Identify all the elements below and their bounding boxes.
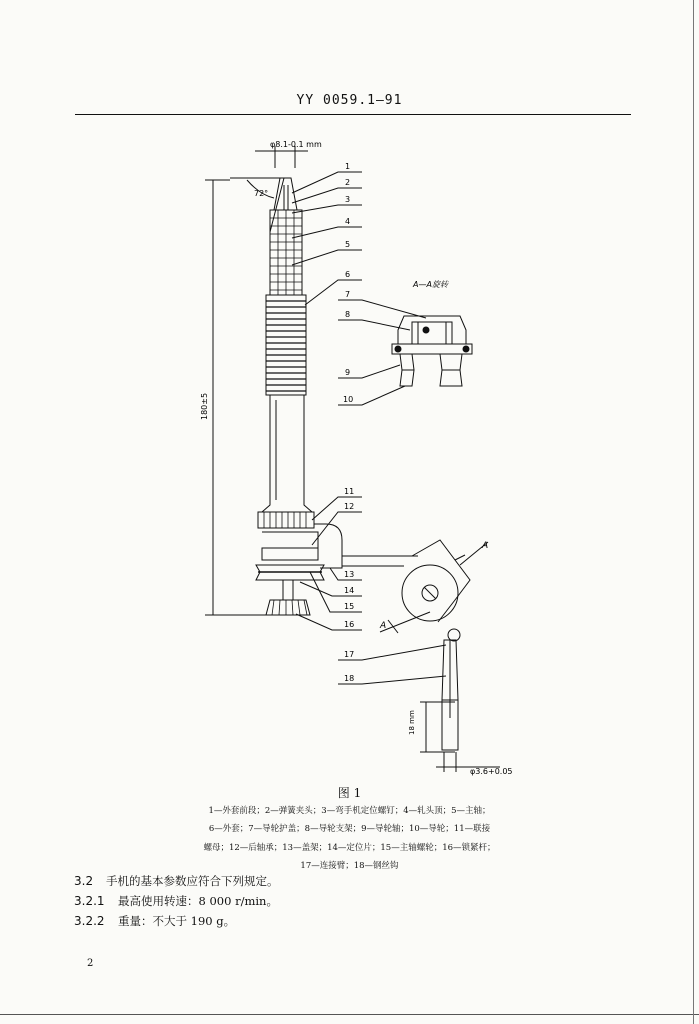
part-number: 10 <box>343 395 354 404</box>
legend-line-3: 螺母；12—后轴承；13—盖架；14—定位片；15—主轴螺轮；16—锁紧杆； <box>203 843 496 853</box>
clause-text: 重量：不大于 190 g。 <box>118 914 236 928</box>
section-mark-left: A <box>380 621 387 631</box>
legend-line-4: 17—连接臂；18—钢丝钩 <box>300 861 399 871</box>
hook-length-label: 18 mm <box>408 710 416 735</box>
top-diameter-label: φ8.1-0.1 mm <box>270 140 322 149</box>
part-number: 16 <box>344 620 355 629</box>
figure-caption: 图 1 <box>337 786 362 800</box>
height-label: 180±5 <box>200 392 209 420</box>
scan-bottom-edge <box>0 1014 699 1015</box>
part-number: 4 <box>345 217 351 226</box>
part-number: 1 <box>345 162 351 171</box>
part-number: 13 <box>344 570 355 579</box>
scan-right-edge <box>693 0 694 1024</box>
standard-number-header: YY 0059.1—91 <box>296 93 403 108</box>
rear-bearing <box>262 548 318 560</box>
section-mark-right: A <box>482 541 489 551</box>
part-number: 9 <box>345 368 351 377</box>
part-number: 6 <box>345 270 351 279</box>
part-number: 15 <box>344 602 355 611</box>
guide-bracket <box>412 540 470 622</box>
clause-text: 手机的基本参数应符合下列规定。 <box>106 874 279 888</box>
part-number: 2 <box>345 178 351 187</box>
clause-text: 最高使用转速：8 000 r/min。 <box>118 894 278 908</box>
smooth-tube <box>262 395 312 512</box>
page-number: 2 <box>87 958 94 969</box>
part-number: 3 <box>345 195 351 204</box>
part-number: 18 <box>344 674 355 683</box>
guide-axle <box>392 344 472 354</box>
part-number: 17 <box>344 650 355 659</box>
part-number: 14 <box>344 586 355 595</box>
part-number: 5 <box>345 240 351 249</box>
part-number: 8 <box>345 310 351 319</box>
clause-3-2 <box>74 873 279 889</box>
part-number: 12 <box>344 502 355 511</box>
ribbed-outer-sleeve <box>266 295 306 395</box>
clause-3-2-1 <box>74 893 278 909</box>
part-number: 11 <box>344 487 355 496</box>
clause-3-2-2 <box>74 913 235 929</box>
section-view-label: A—A旋转 <box>413 280 448 289</box>
legend-line: 1—外套前段；2—弹簧夹头；3—弯手机定位螺钉；4—轧头顶；5—主轴； <box>208 806 491 816</box>
part-number: 7 <box>345 290 351 299</box>
angle-label: 72° <box>254 189 269 198</box>
legend-line <box>0 839 699 875</box>
bottom-diameter-label: φ3.6+0.05 <box>470 767 513 776</box>
clause-number: 3.2.2 <box>74 914 105 928</box>
clause-number: 3.2 <box>74 874 94 888</box>
clause-number: 3.2.1 <box>74 894 105 908</box>
legend-line: 6—外套；7—导轮护盖；8—导轮支架；9—导轮轴；10—导轮；11—联接 <box>208 824 491 834</box>
